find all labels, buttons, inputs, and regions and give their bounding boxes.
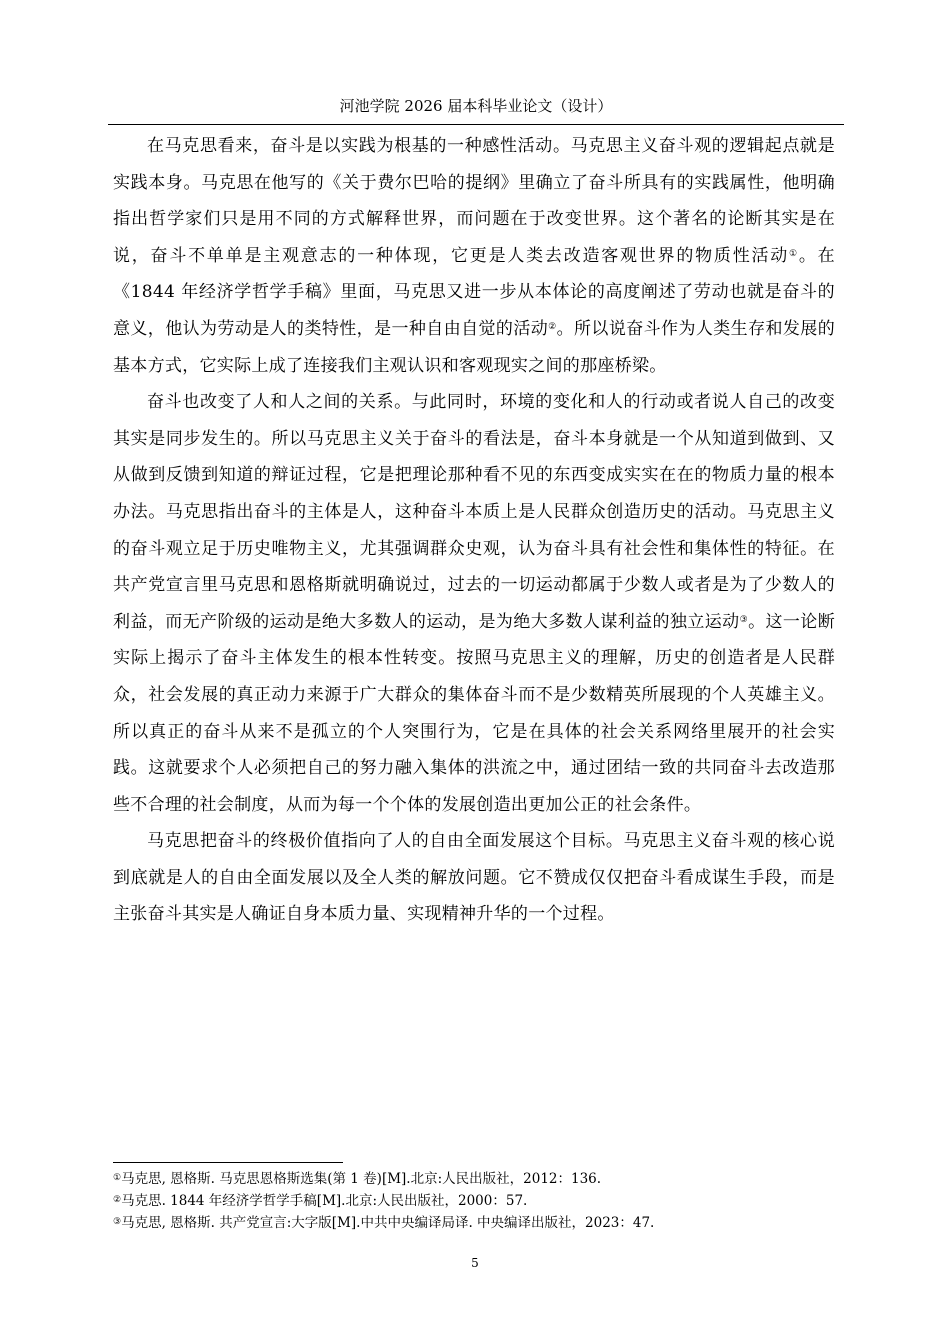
body-text: [113, 128, 835, 933]
page-header-title: 河池学院 2026 届本科毕业论文（设计）: [339, 97, 613, 115]
footnote-2-mark: ②: [113, 1195, 122, 1205]
paragraph-2-text-a: 奋斗也改变了人和人之间的关系。与此同时，环境的变化和人的行动或者说人自己的改变其实是同步发生的。所以马克思主义关于奋斗的看法是，奋斗本身就是一个从知道到做到、又从做到反馈到知道的辩证过程，它是把理论那种看不见的东西变成实实在在的物质力量的根本办法。马克思指出奋斗的主体是人，这种奋斗本质上是人民群众创造历史的活动。马克思主义的奋斗观立足于历史唯物主义，尤其强调群众史观，认为奋斗具有社会性和集体性的特征。在共产党宣言里马克思和恩格斯就明确说过，过去的一切运动都属于少数人或者是为了少数人的利益，而无产阶级的运动是绝大多数人的运动，是为绝大多数人谋利益的独立运动: [113, 392, 835, 632]
footnote-2: [113, 1190, 835, 1212]
footnote-ref-3[interactable]: ③: [739, 614, 749, 625]
footnote-1-text: 马克思, 恩格斯. 马克思恩格斯选集(第 1 卷)[M].北京:人民出版社，2012：136.: [121, 1171, 602, 1187]
paragraph-1-text-a: 在马克思看来，奋斗是以实践为根基的一种感性活动。马克思主义奋斗观的逻辑起点就是实践本身。马克思在他写的《关于费尔巴哈的提纲》里确立了奋斗所具有的实践属性，他明确指出哲学家们只是用不同的方式解释世界，而问题在于改变世界。这个著名的论断其实是在说，奋斗不单单是主观意志的一种体现，它更是人类去改造客观世界的物质性活动: [113, 136, 835, 266]
footnote-3: [113, 1212, 835, 1234]
paragraph-1: [113, 128, 835, 384]
paragraph-3-text: 马克思把奋斗的终极价值指向了人的自由全面发展这个目标。马克思主义奋斗观的核心说到底就是人的自由全面发展以及全人类的解放问题。它不赞成仅仅把奋斗看成谋生手段，而是主张奋斗其实是人确证自身本质力量、实现精神升华的一个过程。: [113, 831, 835, 925]
footnote-3-text: 马克思, 恩格斯. 共产党宣言:大字版[M].中共中央编译局译. 中央编译出版社，2023：47.: [121, 1215, 655, 1231]
footnote-1: [113, 1168, 835, 1190]
footnote-ref-1[interactable]: ①: [789, 248, 799, 259]
footnote-3-mark: ③: [113, 1217, 122, 1227]
page-number: 5: [471, 1256, 479, 1270]
footnote-1-mark: ①: [113, 1173, 122, 1183]
header-rule: [108, 124, 844, 125]
footnote-2-text: 马克思. 1844 年经济学哲学手稿[M].北京:人民出版社，2000：57.: [121, 1193, 528, 1209]
paragraph-2-text-b: 。这一论断实际上揭示了奋斗主体发生的根本性转变。按照马克思主义的理解，历史的创造者是人民群众，社会发展的真正动力来源于广大群众的集体奋斗而不是少数精英所展现的个人英雄主义。所以真正的奋斗从来不是孤立的个人突围行为，它是在具体的社会关系网络里展开的社会实践。这就要求个人必须把自己的努力融入集体的洪流之中，通过团结一致的共同奋斗去改造那些不合理的社会制度，从而为每一个个体的发展创造出更加公正的社会条件。: [113, 611, 835, 815]
footnote-separator: [113, 1162, 343, 1163]
paragraph-1-text-b: 。在《1844 年经济学哲学手稿》里面，马克思又进一步从本体论的高度阐述了劳动也就是奋斗的意义，他认为劳动是人的类特性，是一种自由自觉的活动: [113, 245, 835, 339]
footnote-ref-2[interactable]: ②: [548, 321, 557, 332]
footnotes: [113, 1168, 835, 1234]
paragraph-3: [113, 823, 835, 933]
paragraph-2: [113, 384, 835, 823]
paragraph-1-text-c: 。所以说奋斗作为人类生存和发展的基本方式，它实际上成了连接我们主观认识和客观现实之间的那座桥梁。: [113, 318, 836, 376]
